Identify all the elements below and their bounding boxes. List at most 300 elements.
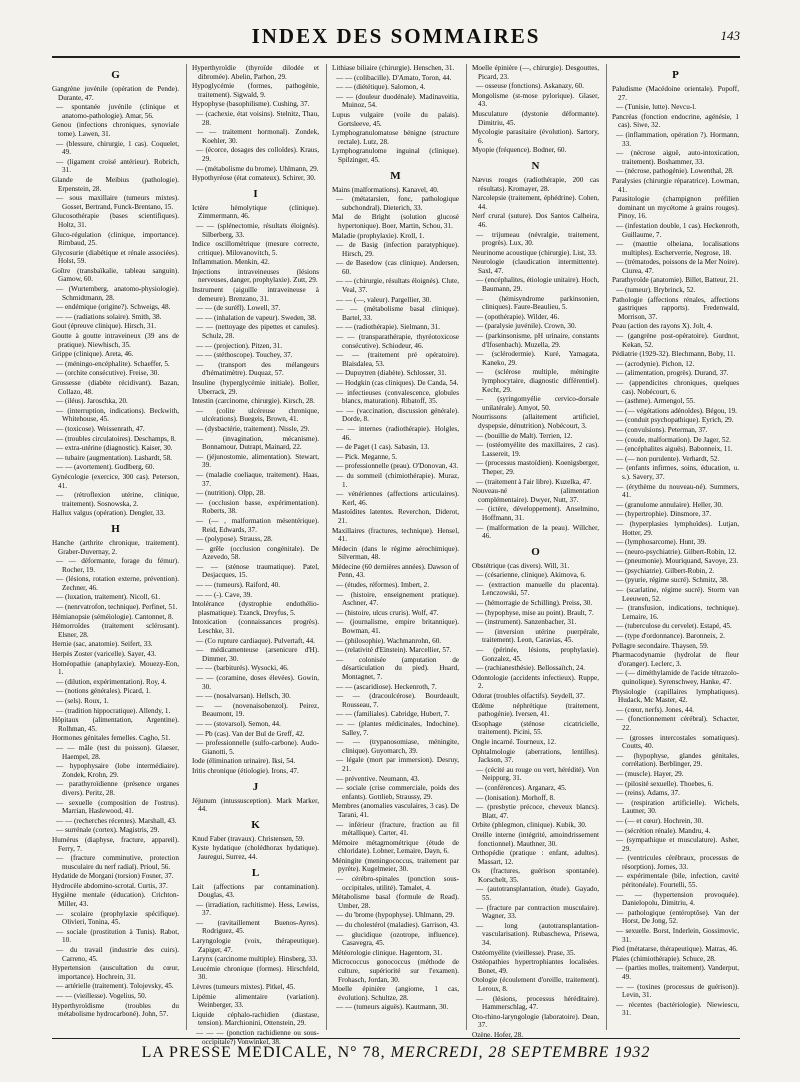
index-entry: — — (ascaridiose). Heckenroth, 7.	[336, 682, 437, 691]
index-entry: — — (tumeurs aiguës). Kautmann, 30.	[336, 1003, 449, 1012]
section-letter: P	[672, 69, 679, 81]
index-entry: — — (coramine, doses élevées). Gowin, 30.	[196, 674, 319, 691]
index-entry: Nourrissons (allaitement artificiel, dyspepsie, dénutrition). Nobécourt, 3.	[472, 413, 599, 430]
index-entry: — (relativité d'Einstein). Marcellier, 57.	[336, 646, 452, 655]
index-entry: Larynx (carcinome multiple). Hinsberg, 33.	[192, 955, 318, 964]
index-entry: — — (plantes médicinales, Indochine). Salley, 7.	[336, 719, 459, 737]
index-entry: — (malformation de la peau). Willcher, 46.	[476, 523, 599, 541]
index-entry: — (sels). Roux, 1.	[56, 697, 109, 705]
index-entry: — vénériennes (affections articulaires). Kerl, 46.	[336, 490, 459, 507]
index-entry: — (bouillie de Malt). Terrien, 12.	[476, 431, 573, 440]
index-entry: Goutte à goutte intraveineux (39 ans de pratique). Niewhisch, 35.	[52, 332, 179, 349]
section-letter: N	[531, 159, 540, 172]
index-entry: — (fracture par contraction musculaire). Wagner, 33.	[476, 903, 599, 921]
index-entry: — (respiration artificielle). Wichels, Lautner, 30.	[616, 798, 739, 816]
index-entry: — endémique (origine?). Schweigs, 48.	[56, 303, 171, 312]
index-entry: — (polypose). Strauss, 28.	[196, 535, 273, 544]
index-entry: — tubaire (augmentation). Lashardt, 58.	[56, 453, 172, 462]
index-entry: Micrococcus gonococcus (méthode de culture, supériorité sur l'examen). Frohasch, Jordan, 30.	[332, 958, 459, 984]
index-entry: — (instrument). Sanzenbacher, 31.	[476, 618, 577, 627]
index-entry: — colonisée (amputation de désarticulation du pied). Huard, Montagnet, 7.	[336, 655, 459, 681]
index-entry: Musculature (dystonie déformante). Dimitriu, 45.	[472, 109, 599, 127]
index-entry: — — (recherches récentes). Marshall, 43.	[56, 816, 177, 825]
index-entry: — (cachexie, état voisins). Stelnitz, Thau, 28.	[196, 109, 319, 127]
index-entry: Ophtalmologie (aberrations, lentilles). Jackson, 37.	[472, 747, 599, 765]
index-entry: — (acrodynie). Pichon, 12.	[616, 359, 695, 368]
index-entry: Glycosurie (diabétique et rénale associées). Holst, 59.	[52, 248, 179, 266]
index-entry: — de Paget (1 cas). Sabasin, 13.	[336, 443, 430, 452]
index-entry: — (infestation double, 1 cas). Heckenroth, Guillaume, 7.	[616, 221, 739, 239]
index-entry: — (cécité au rouge ou vert, hérédité). Von Neippurg, 31.	[476, 765, 599, 783]
index-entry: — (ostéomyélite des maxillaires, 2 cas). Lassereit, 19.	[476, 441, 599, 458]
index-entry: — expérimentale (bile, infection, cavité péritonéale). Fourtelli, 55.	[616, 872, 739, 890]
index-entry: — — (inhalation de vapeur). Sweden, 38.	[196, 313, 317, 322]
index-entry: — (lésions, rotation externe, prévention). Zechner, 46.	[56, 575, 179, 592]
index-entry: Mycologie parasitaire (évolution). Sartory, 6.	[472, 128, 599, 145]
index-entry: — Pick. Meganne, 5.	[336, 452, 398, 461]
index-entry: — (interruption, indications). Beckwith, Whitehouse, 45.	[56, 406, 179, 424]
index-entry: — — (-). Cave, 39.	[196, 590, 253, 599]
index-entry: Lithiase biliaire (chirurgie). Henschen, 31.	[332, 64, 455, 72]
index-entry: Os (fractures, guérison spontanée). Korschelt, 35.	[472, 867, 599, 884]
index-entry: — — (colibacille). D'Amato, Toron, 44.	[336, 73, 452, 82]
column-divider	[466, 64, 467, 1030]
index-entry: — (cœur, nerfs). Jones, 44.	[616, 705, 694, 714]
index-entry: — (pneumonie). Mouriquand, Savoye, 23.	[616, 557, 739, 566]
index-entry: — (lymphosarcome). Hunt, 39.	[616, 538, 707, 547]
index-entry: — (pilosité sexuelle). Thoebes, 6.	[616, 779, 714, 788]
section-letter: K	[251, 818, 260, 831]
page-header	[52, 22, 740, 56]
index-entry: — — (projection). Pitzen, 31.	[196, 341, 283, 350]
footer-publication: LA PRESSE MEDICALE, N° 78,	[141, 1044, 386, 1061]
index-entry: — (histoire, ulcus cruris). Wolf, 47.	[336, 608, 439, 617]
index-entry: — (méningo-encéphalite). Schaeffer, 5.	[56, 359, 170, 368]
footer-year: 1932	[614, 1044, 651, 1061]
index-entry: Nævus rouges (radiothérapie, 200 cas résultats). Kromayer, 28.	[472, 175, 599, 193]
index-entry: — — (trypanosomiase, méningite, clinique). Guyomarch, 39.	[336, 738, 459, 755]
index-entry: — — (barbiturés). Wysocki, 46.	[196, 664, 289, 673]
index-entry: — (nécrose aiguë, auto-intoxication, traitement). Boshammer, 33.	[616, 149, 739, 166]
index-entry: — (ictère, développement). Anselmino, Hoffmann, 31.	[476, 505, 599, 522]
footer-rule	[52, 1038, 740, 1039]
index-entry: — (encéphalites, étiologie unitaire). Hoch, Baumann, 29.	[476, 276, 599, 294]
index-entry: — du sommeil (chimiothérapie). Muraz, 1.	[336, 471, 459, 489]
index-entry: — (asthme). Armengol, 55.	[616, 397, 696, 406]
index-entry: — (grosses intercostales somatiques). Coutts, 40.	[616, 733, 739, 751]
section-letter: G	[111, 69, 120, 81]
index-entry: — professionnelle (peau). O'Donovan, 43.	[336, 462, 459, 471]
index-entry: — (fonctionnement cérébral). Schacter, 22.	[616, 715, 739, 732]
index-entry: — (opothérapie). Wilder, 46.	[476, 312, 560, 321]
index-entry: Gout (épreuve clinique). Hirsch, 31.	[52, 322, 156, 331]
index-entry: — (hémorragie de Schilling). Preiss, 30.	[476, 599, 593, 608]
index-entry: Hydatide de Morgani (torsion) Fosner, 37.	[52, 872, 174, 881]
index-entry: Pédiatrie (1929-32). Blechmann, Boby, 11.	[612, 350, 736, 359]
index-entry: — (iléus). Jaroschka, 20.	[56, 397, 128, 406]
index-entry: — parathyroïdienne (présence organes divers). Peritz, 28.	[56, 780, 179, 797]
index-entry: Lymphogranulomatose bénigne (structure rectale). Lutz, 28.	[332, 129, 459, 146]
index-entry: Odontologie (accidents infectieux). Ruppe, 2.	[472, 673, 599, 691]
index-entry: — récentes (bactériologie). Niewiescu, 31.	[616, 1000, 739, 1018]
index-entry: — (Tunisie, lutte). Nevcu-l.	[616, 103, 696, 112]
index-entry: — (hyperplasies lymphoïdes). Lutjan, Hotter, 29.	[616, 519, 739, 537]
index-column-4	[472, 64, 599, 1039]
index-entry: — (histoire, enseignement pratique). Aschner, 47.	[336, 590, 459, 608]
index-entry: — — (splénectomie, résultats éloignés). Silberberg, 33.	[196, 221, 319, 239]
index-entry: — sexuelle. Borst, Inderlein, Gossimovic, 31.	[616, 927, 739, 944]
index-entry: — cérébro-spinales (ponction sous-occipitales, utilité). Tamalet, 4.	[336, 875, 459, 892]
index-entry: — (rachianesthésie). Bellossaïtch, 24.	[476, 664, 585, 673]
index-entry: — (nutrition). Olpp, 28.	[196, 489, 266, 498]
footer-date: MERCREDI, 28 SEPTEMBRE	[390, 1044, 610, 1061]
index-entry: — — traitement hormonal). Zondek, Koehler, 30.	[196, 128, 319, 145]
index-entry: — de Basig (infection paratyphique). Hirsch, 29.	[336, 241, 459, 258]
index-entry: — (reins). Adams, 37.	[616, 789, 680, 798]
index-entry: — (ventricules cérébraux, processus de résorption). Jornes, 33.	[616, 854, 739, 871]
index-entry: — (enfants infirmes, soins, éducation, u. s.). Savery, 37.	[616, 464, 739, 481]
index-entry: Métabolisme basal (formule de Read). Umber, 28.	[332, 893, 459, 910]
index-entry: — (irradiation, rachitisme). Hess, Lewiss, 37.	[196, 900, 319, 918]
index-entry: Ongle incarné. Tourneux, 12.	[472, 737, 556, 746]
index-entry: Lèvres (tumeurs mixtes). Pitkel, 45.	[192, 983, 296, 992]
index-entry: — (parties molles, traitement). Vanderput, 49.	[616, 964, 739, 981]
index-entry: Odorat (troubles olfactifs). Seydell, 37.	[472, 692, 585, 700]
index-entry: — professionnelle (sulfo-carbone). Audo-Gianotti, 5.	[196, 739, 319, 756]
index-entry: Glucosothérapie (bases scientifiques). Holtz, 31.	[52, 212, 179, 229]
index-entry: — Dupuytren (diabète). Schlosser, 31.	[336, 369, 447, 378]
index-entry: Inflammation. Menkin, 42.	[192, 258, 270, 267]
index-entry: — — (stovarsol). Semon, 44.	[196, 719, 281, 728]
index-entry: Hormones génitales femelles. Cagho, 51.	[52, 734, 171, 743]
index-entry: — infectieuses (convalescence, globules blancs, maturation). Ribatoff, 35.	[336, 388, 459, 406]
index-entry: — (parkinsonisme, pH urinaire, constants d'Ifosenbach). Muzella, 29.	[476, 332, 599, 349]
index-entry: — (autotransplantation, étude). Gayado, 55.	[476, 885, 599, 903]
index-entry: — (— végétations adénoïdes). Bégou, 19.	[616, 406, 737, 415]
index-entry: — spontanée juvénile (clinique et anatomo-pathologie). Amar, 56.	[56, 103, 179, 120]
index-entry: — — (de suréfl). Lowell, 37.	[196, 304, 281, 313]
index-entry: Hypertension (auscultation du cœur, importance). Hochrein, 31.	[52, 964, 179, 981]
index-entry: — (Co rupture cardiaque). Pulvertaft, 44.	[196, 636, 315, 645]
index-entry: — de Basedow (cas clinique). Andersen, 60.	[336, 259, 459, 276]
index-entry: Méningite (meningococcus, traitement par pyrète). Kugelmeier, 30.	[332, 856, 459, 874]
index-entry: — — (transparathérapie, thyréotoxicose consécutive). Schiodeur, 46.	[336, 333, 459, 350]
index-entry: Physiologie (capillaires lymphatiques). Hudack, Mc Master, 42.	[612, 687, 739, 705]
index-entry: Oreille interne (intégrité, amoindrissement fonctionnel). Mauthner, 30.	[472, 830, 599, 848]
index-entry: — (toxicose). Weissenrath, 47.	[56, 424, 145, 433]
index-entry: — du cholestérol (maladies). Garrison, 43.	[336, 921, 459, 930]
index-entry: — — (chirurgie, résultats éloignés). Clute, Veal, 37.	[336, 277, 459, 295]
index-entry: — (inversion utérine puerpérale, traitement). Leon, Caravias, 45.	[476, 627, 599, 645]
index-entry: — (luxation, traitement). Nicoll, 61.	[56, 593, 161, 602]
index-entry: Lait (affections par contamination). Douglas, 43.	[192, 882, 319, 900]
index-entry: — (métabolisme du brome). Uhlmann, 29.	[196, 164, 319, 173]
index-entry: — (hémisyndrome parkinsonien, cliniques). Faure-Beaulieu, 5.	[476, 294, 599, 312]
index-entry: — (conférences). Arganarz, 45.	[476, 783, 567, 792]
index-entry: Iritis chronique (étiologie). Irons, 47.	[192, 766, 299, 775]
index-entry: Goître (transbaïkalie, tableau sanguin). Gamow, 60.	[52, 266, 179, 284]
index-entry: — — internes (radiothérapie). Holgles, 46.	[336, 424, 459, 442]
index-entry: — — (familiales). Cabridge, Hubert, 7.	[336, 710, 450, 719]
index-entry: — — (sténose traumatique). Patel, Desjacques, 15.	[196, 562, 319, 580]
section-letter: M	[390, 169, 401, 182]
index-entry: — (extraction manuelle du placenta). Lenczowski, 57.	[476, 580, 599, 598]
index-entry: Humérus (diaphyse, fracture, appareil). Ferry, 7.	[52, 835, 179, 853]
index-entry: Neurologie (claudication intermittente). Saxl, 47.	[472, 258, 599, 275]
index-entry: — (sclérose multiple, méningite lymphocytaire, diagnostic différentiel). Kecht, 29.	[476, 368, 599, 394]
index-entry: — — (hypertension provoquée). Danielopolu, Dimitriu, 4.	[616, 890, 739, 908]
index-entry: Grossesse (diabète récidivant). Bazan, Collazo, 48.	[52, 379, 179, 396]
index-entry: Grippe (clinique). Areta, 46.	[52, 350, 134, 359]
index-entry: Jéjunum (intussusception). Mark Marker, 44.	[192, 796, 319, 814]
index-entry: — (tumeur). Brybrinck, 52.	[616, 286, 696, 295]
index-column-5	[612, 64, 739, 1030]
index-entry: — (colite ulcéreuse chronique, ulcérations). Buegeis, Brown, 41.	[196, 406, 319, 424]
index-entry: — du travail (industrie des cuirs). Carreno, 45.	[56, 946, 179, 963]
index-entry: Moelle épinière (angiome, 1 cas, évolution). Schultze, 28.	[332, 985, 459, 1002]
index-entry: Genou (infections chroniques, synoviale tome). Lawen, 31.	[52, 121, 179, 138]
index-entry: — (journalisme, empire britannique). Bowman, 41.	[336, 618, 459, 636]
index-entry: Ostéopathies hypertrophiantes localisées. Bonet, 49.	[472, 958, 599, 975]
index-entry: — (tuberculose du cervelet). Estapé, 45.	[616, 622, 732, 631]
index-entry: Intoxication (connaissances progrès). Leschke, 31.	[192, 618, 319, 636]
index-entry: — (orchite consécutive). Freise, 30.	[56, 369, 160, 378]
index-columns	[52, 64, 740, 1046]
index-entry: — (neuro-psychiatrie). Gilbert-Robin, 12.	[616, 547, 737, 556]
index-entry: — extra-utérine (diagnostic). Kaiser, 30.	[56, 444, 173, 453]
index-entry: Gynécologie (exercice, 300 cas). Peterson, 41.	[52, 472, 179, 490]
index-entry: Hallux valgus (opération). Dengler, 33.	[52, 509, 165, 518]
index-entry: — — (avortement). Gudlberg, 60.	[56, 463, 155, 472]
index-entry: Insuline (hyperglycémie initiale). Boller, Uberrack, 29.	[192, 379, 319, 396]
index-column-2	[192, 64, 319, 1046]
index-entry: — (Wurtemberg, anatomo-physiologie). Schmidtmann, 28.	[56, 285, 179, 302]
index-entry: Pancréas (fonction endocrine, agénésie, 1 cas). Siwe, 32.	[612, 112, 739, 130]
index-entry: — — (radiothérapie). Sielmann, 31.	[336, 323, 440, 332]
page-number: 143	[720, 28, 740, 43]
index-entry: — Hodgkin (cas cliniques). De Canda, 54.	[336, 379, 459, 387]
index-entry: Hémorroïdes (traitement sclérosant). Elsner, 28.	[52, 622, 179, 639]
index-entry: Gangrène juvénile (opération de Pende). Durante, 47.	[52, 85, 179, 102]
index-entry: Pharmacodynamie (hydrolat de fleur d'oranger). Leclerc, 3.	[612, 651, 739, 668]
index-entry: — — (diététique). Salomon, 4.	[336, 83, 426, 92]
index-entry: — (érythème du nouveau-né). Summers, 41.	[616, 482, 739, 500]
index-entry: Otologie (écoulement d'oreille, traitement). Leroux, 8.	[472, 976, 599, 993]
index-entry: Oto-rhino-laryngologie (laboratoire). Dean, 37.	[472, 1012, 599, 1030]
index-entry: — (alimentation, progrès). Durand, 37.	[616, 369, 729, 378]
index-entry: — (encéphalites aiguës). Babonneix, 11.	[616, 445, 733, 454]
index-entry: Obstétrique (cas divers). Will, 31.	[472, 561, 570, 570]
index-entry: Ictère hémolytique (clinique). Zimmermann, 46.	[192, 203, 319, 221]
index-entry: Pied (métatarse, thérapeutique). Matras, 46.	[612, 945, 738, 954]
index-entry: — — — (ponction rachidienne ou sous-occipitale?) Vonwinkel, 38.	[196, 1029, 319, 1046]
index-entry: — (troubles circulatoires). Deschamps, 8.	[56, 434, 176, 443]
index-entry: Peau (action des rayons X). Jolt, 4.	[612, 322, 713, 331]
index-entry: — (muscle). Hayer, 29.	[616, 769, 684, 778]
index-entry: Gluco-régulation (clinique, importance). Rimbaud, 25.	[52, 230, 179, 248]
index-entry: Pellagre secondaire. Thaysen, 59.	[612, 641, 709, 650]
index-entry: — — (dracoulcérose). Bourdeault, Rousseau, 7.	[336, 692, 459, 709]
index-entry: Hernie (sac, anatomie). Seifert, 33.	[52, 640, 153, 649]
index-entry: — sociale (prostitution à Tunis). Rabot, 10.	[56, 927, 179, 945]
index-entry: Hydrocèle abdomino-scrotal. Curtis, 37.	[52, 881, 168, 890]
index-entry: — — (—, valeur). Pargellier, 30.	[336, 295, 432, 304]
index-entry: — (— diméthylamide de l'acide tétrazolo-quinolique). Syrenschwey, Hanke, 47.	[616, 669, 739, 686]
index-entry: — sous maxillaire (tumeurs mixtes). Gosset, Bertrand, Funck-Brentano, 15.	[56, 194, 179, 211]
index-entry: Hypoglycémie (formes, pathogénie, traitement). Sigwald, 9.	[192, 82, 319, 99]
index-entry: Pathologie (affections rénales, affections gastriques rapports). Fredenwald, Morrison, 37.	[612, 295, 739, 321]
index-entry: Laryngologie (voix, thérapeutique). Zapiger, 47.	[192, 937, 319, 954]
index-entry: — glucidique (ozotrope, influence). Casavegra, 45.	[336, 930, 459, 948]
index-entry: — (syringomyélie cervico-dorsale unilatérale). Amyot, 50.	[476, 395, 599, 412]
index-entry: — — (douleur duodénale). Madinaveitia, Muinoz, 54.	[336, 92, 459, 110]
index-entry: Nerf crural (suture). Dos Santos Calheira, 46.	[472, 212, 599, 229]
index-entry: Météorologie clinique. Hagentorn, 31.	[332, 948, 443, 957]
page-title: INDEX DES SOMMAIRES	[251, 24, 541, 48]
index-entry: Iode (élimination urinaire). Iksi, 54.	[192, 757, 296, 766]
index-entry: Orthopédie (pratique : enfant, adultes). Massart, 12.	[472, 849, 599, 866]
index-entry: Parathyroïde (anatomie). Billet, Batteur, 21.	[612, 276, 739, 285]
index-entry: — (convulsions). Peterman, 37.	[616, 425, 708, 434]
index-entry: Paralysies (chirurgie réparatrice). Lowman, 41.	[612, 176, 739, 194]
index-entry: — (blessure, chirurgie, 1 cas). Coquelet, 49.	[56, 139, 179, 157]
index-entry: — grêle (occlusion congénitale). De Azevedo, 58.	[196, 544, 319, 562]
index-entry: — (gangrène post-opératoire). Gurdnot, Kekan, 52.	[616, 332, 739, 349]
index-entry: Mastoïdites latentes. Reverchon, Diderot, 21.	[332, 508, 459, 525]
index-entry: — scolaire (prophylaxie spécifique). Olivieri, Tonina, 45.	[56, 909, 179, 927]
index-entry: Narcolepsie (traitement, éphédrine). Cohen, 44.	[472, 194, 599, 211]
index-entry: — trijumeau (névralgie, traitement, progrès). Lux, 30.	[476, 230, 599, 248]
index-entry: Hôpitaux (alimentation, Argentine). Rolhman, 45.	[52, 716, 179, 733]
index-entry: Paludisme (Macédoine orientale). Popoff, 27.	[612, 85, 739, 102]
column-divider	[606, 64, 607, 1030]
index-entry: — (— et cœur). Hochrein, 30.	[616, 816, 704, 825]
index-entry: — (mauttie olheiana, localisations multiples). Escherverrie, Negrose, 18.	[616, 240, 739, 257]
index-entry: Hypothyréose (état comateux). Schirer, 30.	[192, 174, 316, 183]
index-entry: — (appendicites chroniques, quelques cas). Nobécourt, 6.	[616, 379, 739, 396]
index-entry: — pathologique (entéroptôse). Van der Horst, De Jong, 52.	[616, 908, 739, 926]
index-entry: — Pb (cas). Van der Bul de Greff, 42.	[196, 729, 305, 738]
index-entry: — (sympathique et musculature). Asher, 29.	[616, 836, 739, 853]
index-entry: — sociale (crise commerciale, poids des enfants). Gottlieb, Straussy, 29.	[336, 784, 459, 801]
index-entry: — (hypophyse, glandes génitales, corrélation). Berblinger, 29.	[616, 751, 739, 769]
index-entry: — (notions générales). Picard, 1.	[56, 687, 151, 696]
index-entry: — (transfusion, indications, technique). Lemaire, 16.	[616, 604, 739, 621]
index-entry: — (études, réformes). Imbert, 2.	[336, 581, 430, 590]
index-entry: Lupus vulgaire (voile du palais). Gortsleeve, 45.	[332, 110, 459, 128]
index-entry: Hyperthyroïdie (thyroïde dilodée et dibromée). Abelin, Parhon, 29.	[192, 64, 319, 81]
index-entry: Mal de Bright (solution glucosé hypertonique). Boer, Martin, Schou, 31.	[332, 213, 459, 230]
index-entry: — (ravitaillement Buenos-Ayres). Rodriguez, 45.	[196, 918, 319, 936]
index-entry: — (traitement à l'air libre). Kuzelka, 47.	[476, 477, 592, 486]
index-entry: — (lésions, processus héréditaire). Hammerschlag, 47.	[476, 994, 599, 1012]
index-entry: — (inflammation, opération ?). Hormann, 33.	[616, 130, 739, 148]
index-column-1	[52, 64, 179, 1030]
index-entry: Nouveau-né (alimentation complémentaire). Dwyer, Nutt, 37.	[472, 487, 599, 504]
index-entry: — (dysbactérie, traitement). Nissle, 29.	[196, 424, 310, 433]
index-entry: Hygiène mentale (éducation). Crichton-Miller, 43.	[52, 891, 179, 909]
index-entry: — (jéjunostomie, alimentation). Stewart, 39.	[196, 452, 319, 470]
index-entry: — (invagination, mécanisme). Bonnamour, Dutrapt, Mainard, 22.	[196, 434, 319, 452]
section-letter: L	[251, 866, 260, 879]
index-entry: — (métatarsien, fonc, pathologique subchondral). Dieterich, 33.	[336, 195, 459, 212]
index-entry: — (psychiatrie). Gilbert-Robin, 2.	[616, 566, 715, 575]
index-entry: Lymphogranulome inguinal (clinique). Spilzinger, 45.	[332, 147, 459, 164]
index-entry: Lipémie alimentaire (variation). Weinberger, 33.	[192, 992, 319, 1010]
index-entry: — (presbytie précoce, cheveux blancs). Blatt, 47.	[476, 803, 599, 820]
index-entry: Mongolisme (st-mose pylorique). Glaser, 43.	[472, 91, 599, 109]
index-entry: — — (stéthoscope). Touchey, 37.	[196, 351, 293, 360]
index-entry: — surrénale (cortex). Magistris, 29.	[56, 826, 160, 835]
index-entry: — (hypertrophie). Dinsmore, 37.	[616, 510, 712, 519]
index-entry: Hémianopsie (séméiologie). Cantonnet, 8.	[52, 612, 174, 621]
index-entry: — (nécrose, pathogénie). Lowenthal, 28.	[616, 167, 734, 176]
index-entry: Hypophyse (basophilisme). Cushing, 37.	[192, 100, 310, 109]
index-entry: — (type d'ordonnance). Baronneix, 2.	[616, 632, 725, 641]
index-entry: — inférieur (fracture, fraction au fil métallique). Carter, 41.	[336, 820, 459, 838]
index-entry: — — (toxines (processus de guérison)). Levin, 31.	[616, 982, 739, 1000]
index-entry: — — (traitement pré opératoire). Blaisdalea, 53.	[336, 351, 459, 368]
index-entry: Œsophage (sténose cicatricielle, traitement). Picini, 55.	[472, 719, 599, 737]
index-entry: Médecine (60 dernières années). Dawson of Penn, 43.	[332, 562, 459, 580]
index-entry: Moelle épinière (—, chirurgie). Desgouttes, Picard, 23.	[472, 64, 599, 81]
index-entry: Mémoire métagmométrique (étude de chloridate). Lobner, Lemaire, Dayn, 6.	[332, 838, 459, 856]
index-entry: Membres (anomalies vasculaires, 3 cas). De Tarani, 41.	[332, 802, 459, 819]
index-entry: — — déformante, forage du fémur). Rocher, 19.	[56, 557, 179, 574]
index-entry: Myopie (fréquence). Bodner, 60.	[472, 146, 567, 155]
index-entry: Hyperthyroïdisme (troubles du métabolisme hydrocarboné). John, 57.	[52, 1001, 179, 1019]
header-rule	[52, 56, 740, 58]
index-entry: — (sclérodermie). Kuré, Yamagata, Kaneko, 29.	[476, 350, 599, 367]
index-entry: — (transport des mélangeurs d'hématimètre). Duquaz, 57.	[196, 360, 319, 378]
index-entry: — (trématodes, poissons de la Mer Noire). Ciurea, 47.	[616, 258, 739, 275]
index-entry: — (hypophyse, mise au point). Brault, 7.	[476, 608, 594, 617]
index-entry: — (ligament croisé antérieur). Robrich, 31.	[56, 157, 179, 175]
index-entry: Injections intraveineuses (lésions nerveuses, danger, prophylaxie). Zutt, 29.	[192, 267, 319, 285]
index-entry: Mains (malformations). Kanavel, 40.	[332, 185, 439, 194]
index-entry: — (conduit psychopathique). Eyrich, 29.	[616, 416, 734, 425]
index-entry: — (occlusion basse, expérimentation). Roberts, 38.	[196, 498, 319, 516]
index-entry: Maladie (prophylaxie). Kroll, 1.	[332, 231, 425, 240]
index-entry: — (sécrétion rénale). Mandru, 4.	[616, 826, 711, 835]
index-entry: — (rétroflexion utérine, clinique, traitement). Sosnowska, 2.	[56, 491, 179, 508]
index-entry: — — (métabolisme basal clinique). Bartel, 33.	[336, 305, 459, 322]
column-divider	[326, 64, 327, 1030]
index-entry: — (lonisation). Morhoff, 8.	[476, 793, 555, 802]
index-entry: — hypophysaire (lobe intermédiaire). Zondek, Krohn, 29.	[56, 762, 179, 779]
index-entry: — — mâle (test du poisson). Glaeser, Haempel, 28.	[56, 743, 179, 761]
section-letter: H	[111, 522, 120, 535]
index-entry: — — (nettoyage des pipettes et canules). Schulz, 28.	[196, 323, 319, 341]
index-entry: — long (autotransplantation-vascularisation). Rubaschewa, Prisewa, 34.	[476, 921, 599, 948]
index-entry: — sexuelle (composition de l'ostrus). Marrian, Haslewood, 41.	[56, 798, 179, 816]
index-entry: Kyste hydatique (cholédhorax hydatique). Jauregui, Surrez, 44.	[192, 844, 319, 861]
section-letter: O	[531, 545, 540, 558]
index-column-3	[332, 64, 459, 1030]
index-entry: — (maladie coeliaque, traitement). Haas, 37.	[196, 470, 319, 488]
index-entry: Neurinome acoustique (chirurgie). List, 33.	[472, 248, 597, 257]
index-entry: — (fracture comminutive, protection musculaire du nerf radial). Prioul, 56.	[56, 854, 179, 871]
index-entry: Maxillaires (fractures, technique). Hensel, 41.	[332, 526, 459, 544]
index-entry: Orbite (phlegmon, clinique). Kubik, 30.	[472, 821, 587, 830]
index-entry: — (périnée, lésions, prophylaxie). Gonzalez, 45.	[476, 646, 599, 663]
index-entry: — (dilution, expérimentation). Roy, 4.	[56, 677, 167, 686]
index-entry: — (— non purulente). Verhardt, 52.	[616, 454, 720, 463]
index-entry: — (tradition hippocratique). Allendy, 1.	[56, 706, 171, 715]
index-entry: Leucémie chronique (formes). Hirschfeld, 30.	[192, 964, 319, 982]
index-entry: Ostéomyélite (vieillesse). Prase, 35.	[472, 948, 576, 957]
index-entry: Herpès Zoster (varicelle). Sayer, 43.	[52, 650, 157, 659]
